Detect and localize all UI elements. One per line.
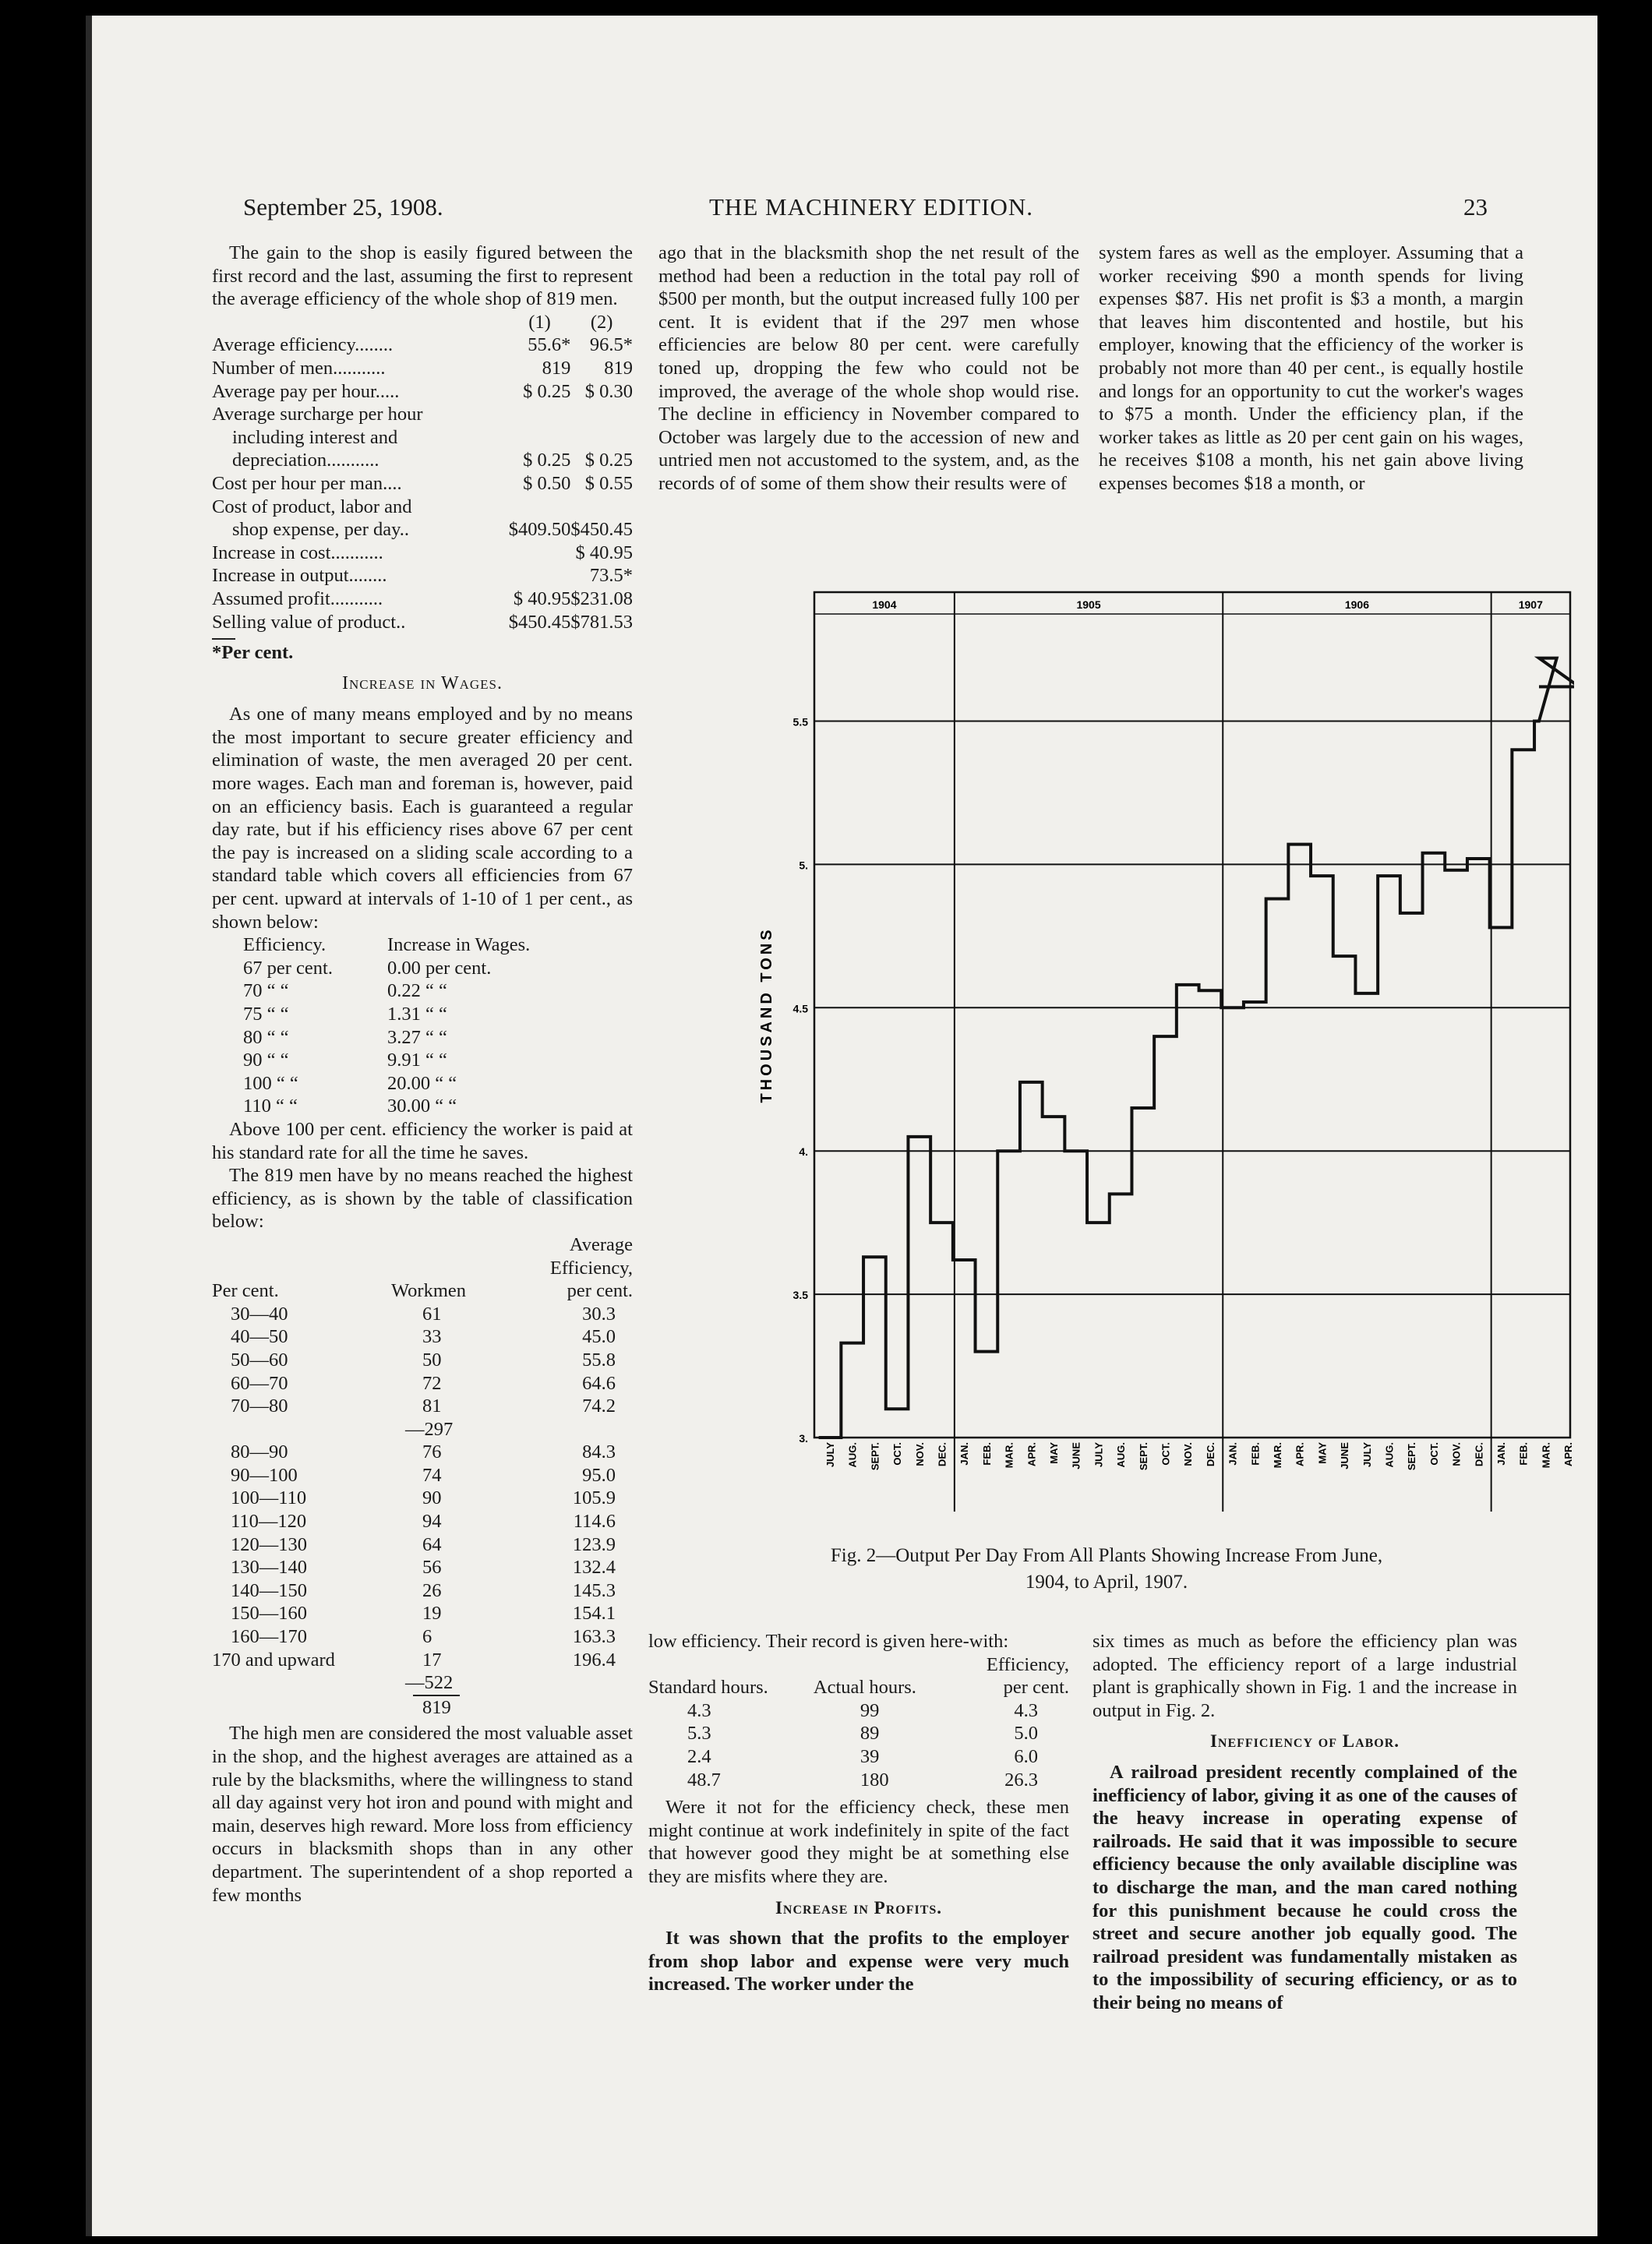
wage-row bbox=[243, 979, 617, 1003]
class-workmen: 72 bbox=[422, 1372, 442, 1394]
cost-row-label: depreciation........... bbox=[232, 450, 379, 471]
cost-row-label: Average surcharge per hour bbox=[212, 404, 423, 425]
cost-row-label: Selling value of product.. bbox=[212, 611, 406, 633]
column-2-bottom bbox=[648, 1630, 1069, 1996]
caption-line-2: 1904, to April, 1907. bbox=[1025, 1572, 1188, 1593]
wage-row bbox=[243, 957, 617, 980]
low-eff-row bbox=[648, 1769, 1069, 1792]
cost-row-value-2: 96.5* bbox=[589, 334, 633, 356]
classification-row bbox=[212, 1464, 633, 1487]
classification-row bbox=[212, 1372, 633, 1395]
class-avg: 196.4 bbox=[572, 1649, 616, 1671]
wage-row-increase: 0.22 “ “ bbox=[387, 980, 447, 1002]
class-pct: 50—60 bbox=[231, 1349, 288, 1371]
classification-row bbox=[212, 1395, 633, 1418]
column-1 bbox=[212, 242, 633, 1907]
class-workmen: 50 bbox=[422, 1349, 442, 1371]
class-pct: 120—130 bbox=[231, 1533, 307, 1555]
class-pct: 130—140 bbox=[231, 1557, 307, 1579]
heading-increase-in-profits: Increase in Profits. bbox=[775, 1897, 943, 1918]
output-step-line bbox=[819, 658, 1574, 1438]
y-axis-label: THOUSAND TONS bbox=[758, 926, 775, 1103]
header-date: September 25, 1908. bbox=[243, 193, 443, 221]
wage-row-efficiency: 90 “ “ bbox=[243, 1050, 289, 1071]
x-tick-label: FEB. bbox=[980, 1442, 993, 1466]
cost-row-value-1: 819 bbox=[542, 357, 571, 379]
year-label: 1904 bbox=[872, 598, 897, 611]
x-tick-label: SEPT. bbox=[1137, 1442, 1149, 1471]
classification-table bbox=[212, 1233, 633, 1719]
cost-row-value-1 bbox=[509, 542, 571, 565]
class-pct: 30—40 bbox=[231, 1303, 288, 1325]
cost-row-value-2: $ 40.95 bbox=[575, 542, 633, 563]
cost-row-label: Cost of product, labor and bbox=[212, 496, 412, 517]
x-tick-label: NOV. bbox=[913, 1442, 926, 1466]
x-tick-label: DEC. bbox=[1204, 1442, 1216, 1467]
efficiency-header: Efficiency. bbox=[243, 934, 327, 956]
x-tick-label: DEC. bbox=[1473, 1442, 1485, 1467]
wage-row bbox=[243, 1049, 617, 1072]
class-avg: 105.9 bbox=[572, 1487, 616, 1509]
classification-row bbox=[212, 1325, 633, 1349]
low-eff-actual: 39 bbox=[860, 1745, 880, 1767]
cost-row-label: Increase in output........ bbox=[212, 565, 387, 587]
x-tick-label: JUNE bbox=[1070, 1442, 1082, 1470]
y-tick-label: 3.5 bbox=[792, 1289, 808, 1302]
class-workmen: 19 bbox=[422, 1603, 442, 1625]
x-tick-label: FEB. bbox=[1249, 1442, 1262, 1466]
classification-row bbox=[212, 1625, 633, 1649]
eff-header: Efficiency, bbox=[549, 1257, 633, 1279]
cost-row-value-1: $450.45 bbox=[508, 611, 571, 633]
cost-row bbox=[212, 449, 633, 472]
wages-paragraph: As one of many means employed and by no means the most important to secure greater efficiency and elimination of waste, the men averaged 20 per cent. more wages. Each man and foreman is, however, paid on an efficiency basis. Each is guaranteed a regular day rate, but if his efficiency rises above 67 per cent the pay is increased on a sliding scale according to a standard table which covers all efficiencies from 67 per cent. upward at intervals of 1-10 of 1 per cent., as shown below: bbox=[212, 704, 633, 933]
cost-row-label: Average efficiency........ bbox=[212, 334, 394, 356]
y-tick-label: 5. bbox=[799, 859, 808, 872]
heading-increase-in-wages: Increase in Wages. bbox=[342, 672, 503, 693]
worker-paragraph: system fares as well as the employer. Assuming that a worker receiving $90 a month spends for living expenses $87. His net profit is $3 a month, a margin that leaves him discontented and hostile, but his employer, knowing that the efficiency of the worker is probably not more than 40 per cent., is equally hostile and longs for an opportunity to cut the worker's wages to $75 a month. Under the efficiency plan, if the worker takes as little as 20 per cent gain on his wages, he receives $108 a month, his net gain above living expenses becomes $18 a month, or bbox=[1099, 242, 1523, 494]
classification-row bbox=[212, 1649, 633, 1672]
cost-row-label: Assumed profit........... bbox=[212, 587, 383, 609]
x-tick-label: JULY bbox=[1361, 1442, 1373, 1468]
class-pct: 160—170 bbox=[231, 1626, 307, 1648]
x-tick-label: JAN. bbox=[1495, 1442, 1507, 1466]
classification-row bbox=[212, 1418, 633, 1441]
x-tick-label: SEPT. bbox=[869, 1442, 881, 1471]
class-avg: 64.6 bbox=[582, 1372, 616, 1394]
figure-caption bbox=[678, 1543, 1535, 1596]
x-tick-label: JAN. bbox=[1227, 1442, 1239, 1466]
cost-row bbox=[212, 611, 633, 634]
class-pct: 80—90 bbox=[231, 1441, 288, 1463]
low-eff-pct: 26.3 bbox=[1004, 1769, 1038, 1791]
class-pct: 170 and upward bbox=[212, 1649, 335, 1671]
class-workmen: 6 bbox=[422, 1626, 432, 1648]
x-tick-label: NOV. bbox=[1450, 1442, 1463, 1466]
x-tick-label: MAR. bbox=[1540, 1442, 1552, 1469]
class-pct: 140—150 bbox=[231, 1579, 307, 1601]
wage-row bbox=[243, 1072, 617, 1096]
x-tick-label: DEC. bbox=[936, 1442, 948, 1467]
y-tick-label: 5.5 bbox=[792, 715, 808, 729]
low-eff-row bbox=[648, 1699, 1069, 1723]
x-tick-label: JAN. bbox=[958, 1442, 971, 1466]
cost-row-label: Number of men........... bbox=[212, 357, 386, 379]
classification-row bbox=[212, 1510, 633, 1533]
cost-row-value-1 bbox=[509, 564, 571, 587]
cost-row bbox=[212, 564, 633, 587]
classification-row bbox=[212, 1671, 633, 1695]
class-avg: 55.8 bbox=[582, 1349, 616, 1371]
page-number: 23 bbox=[1463, 193, 1488, 221]
cost-row-value-1: $409.50 bbox=[508, 519, 571, 541]
wage-row-increase: 1.31 “ “ bbox=[387, 1004, 447, 1025]
y-tick-label: 3. bbox=[799, 1432, 808, 1445]
class-avg: 95.0 bbox=[582, 1464, 616, 1486]
x-tick-label: SEPT. bbox=[1406, 1442, 1418, 1471]
pct-header: Per cent. bbox=[212, 1280, 279, 1302]
cost-row-value-2: 819 bbox=[604, 357, 633, 379]
wage-row-increase: 9.91 “ “ bbox=[387, 1050, 447, 1071]
footnote: *Per cent. bbox=[212, 642, 294, 664]
cost-row bbox=[212, 333, 633, 357]
low-eff-actual: 180 bbox=[860, 1769, 889, 1791]
class-workmen: 76 bbox=[422, 1441, 442, 1463]
cost-row bbox=[212, 380, 633, 404]
wage-row bbox=[243, 1003, 617, 1026]
railroad-paragraph: A railroad president recently complained of the inefficiency of labor, giving it as one of the causes of the heavy increase in operating expense of railroads. He said that it was impossible to secure efficiency because the only available discipline was to discharge the man, and the man cared nothing for this punishment because he could cross the street and secure another job equally good. The railroad president was fundamentally mistaken as to the impossibility of securing efficiency, or as to their being no means of bbox=[1093, 1761, 1517, 2013]
eff-pct-header: per cent. bbox=[1003, 1677, 1069, 1699]
magazine-page bbox=[86, 16, 1597, 2236]
class-avg bbox=[506, 1671, 633, 1695]
wage-row-efficiency: 75 “ “ bbox=[243, 1004, 289, 1025]
eff-col-header: Efficiency, bbox=[986, 1653, 1069, 1675]
cost-row-value-1 bbox=[509, 496, 571, 519]
x-tick-label: NOV. bbox=[1182, 1442, 1195, 1466]
cost-comparison-table bbox=[212, 311, 633, 633]
x-tick-label: MAR. bbox=[1272, 1442, 1283, 1469]
increase-header: Increase in Wages. bbox=[387, 934, 531, 956]
efficiency-check-paragraph: Were it not for the efficiency check, these men might continue at work indefinitely in spite of the fact that however good they might be at something else they are misfits where they are. bbox=[648, 1797, 1069, 1887]
wage-scale-table bbox=[243, 933, 617, 1118]
wage-row bbox=[243, 1095, 617, 1118]
x-tick-label: JULY bbox=[1093, 1442, 1105, 1468]
class-workmen: 33 bbox=[422, 1326, 442, 1348]
cost-row-value-1: $ 0.25 bbox=[523, 450, 571, 471]
header-title: THE MACHINERY EDITION. bbox=[709, 193, 1034, 221]
year-label: 1907 bbox=[1518, 598, 1543, 611]
page-spine bbox=[86, 16, 92, 2236]
cost-row-value-1 bbox=[509, 426, 571, 450]
x-tick-label: JUNE bbox=[1339, 1442, 1351, 1470]
class-pct: 60—70 bbox=[231, 1372, 288, 1394]
wage-row-efficiency: 67 per cent. bbox=[243, 957, 333, 979]
wage-row-increase: 20.00 “ “ bbox=[387, 1072, 457, 1094]
cost-row-label: shop expense, per day.. bbox=[232, 519, 410, 541]
class-avg: 30.3 bbox=[582, 1303, 616, 1325]
class-workmen: 64 bbox=[422, 1533, 442, 1555]
x-tick-label: FEB. bbox=[1517, 1442, 1530, 1466]
column-3-top bbox=[1099, 242, 1523, 496]
cost-row-value-2: $ 0.55 bbox=[584, 472, 633, 494]
class-workmen: —522 bbox=[405, 1672, 454, 1694]
profits-paragraph: It was shown that the profits to the employer from shop labor and expense were very much increased. The worker under the bbox=[648, 1928, 1069, 1995]
class-avg: 145.3 bbox=[572, 1579, 616, 1601]
wage-row-increase: 3.27 “ “ bbox=[387, 1026, 447, 1048]
low-eff-standard: 4.3 bbox=[687, 1699, 711, 1721]
cost-row-value-1: $ 0.25 bbox=[523, 380, 571, 402]
y-tick-label: 4. bbox=[799, 1145, 808, 1159]
cost-row-value-2: $ 0.25 bbox=[584, 450, 633, 471]
classification-row bbox=[212, 1556, 633, 1579]
cost-row bbox=[212, 587, 633, 611]
low-eff-standard: 5.3 bbox=[687, 1723, 711, 1745]
class-pct: 90—100 bbox=[231, 1464, 298, 1486]
class-avg: 154.1 bbox=[572, 1603, 616, 1625]
class-pct: 70—80 bbox=[231, 1395, 288, 1417]
cost-row bbox=[212, 472, 633, 496]
six-times-paragraph: six times as much as before the efficiency plan was adopted. The efficiency report of a large industrial plant is graphically shown in Fig. 1 and the increase in output in Fig. 2. bbox=[1093, 1631, 1517, 1721]
cost-row-value-2: 73.5* bbox=[589, 565, 633, 587]
classification-row bbox=[212, 1533, 633, 1557]
y-tick-label: 4.5 bbox=[792, 1002, 808, 1015]
cost-row bbox=[212, 542, 633, 565]
col-header-2: (2) bbox=[590, 311, 613, 333]
low-eff-pct: 5.0 bbox=[1014, 1723, 1038, 1745]
blacksmith-paragraph: ago that in the blacksmith shop the net result of the method had been a reduction in the total pay roll of $500 per month, but the output increased fully 100 per cent. It is evident that if the 297 men whose efficiencies are below 80 per cent. were carefully toned up, dropping the few who could not be improved, the average of the whole shop would rise. The decline in efficiency in November compared to October was largely due to the accession of new and untried men not accustomed to the system, and, as the records of of some of them show their results were of bbox=[658, 242, 1079, 494]
class-avg: 84.3 bbox=[582, 1441, 616, 1463]
cost-row-value-2 bbox=[570, 426, 633, 450]
wage-row-increase: 30.00 “ “ bbox=[387, 1096, 457, 1117]
cost-row-label: Increase in cost........... bbox=[212, 542, 383, 563]
class-avg: 45.0 bbox=[582, 1326, 616, 1348]
cost-row-label: Average pay per hour..... bbox=[212, 380, 400, 402]
cost-row-label: Cost per hour per man.... bbox=[212, 472, 402, 494]
class-workmen: 74 bbox=[422, 1464, 442, 1486]
wage-row-efficiency: 100 “ “ bbox=[243, 1072, 298, 1094]
x-tick-label: MAY bbox=[1316, 1442, 1329, 1464]
cost-row-value-1: $ 40.95 bbox=[513, 587, 571, 609]
class-pct: 110—120 bbox=[231, 1511, 307, 1533]
cost-row bbox=[212, 403, 633, 426]
low-eff-row bbox=[648, 1722, 1069, 1745]
wage-row bbox=[243, 1026, 617, 1050]
cost-row-label: including interest and bbox=[232, 426, 398, 448]
x-tick-label: MAR. bbox=[1003, 1442, 1015, 1469]
class-workmen: 90 bbox=[422, 1487, 442, 1509]
cost-row bbox=[212, 518, 633, 542]
classification-row bbox=[212, 1303, 633, 1326]
class-workmen: 81 bbox=[422, 1395, 442, 1417]
x-tick-label: AUG. bbox=[1115, 1442, 1128, 1468]
avg-pct-header: per cent. bbox=[567, 1280, 633, 1302]
class-pct: 40—50 bbox=[231, 1326, 288, 1348]
x-tick-label: MAY bbox=[1048, 1442, 1060, 1464]
cost-row-value-2 bbox=[570, 496, 633, 519]
x-tick-label: AUG. bbox=[1383, 1442, 1396, 1468]
cost-row bbox=[212, 357, 633, 380]
actual-hours-header: Actual hours. bbox=[813, 1677, 916, 1699]
low-eff-standard: 2.4 bbox=[687, 1745, 711, 1767]
heading-inefficiency-of-labor: Inefficiency of Labor. bbox=[1209, 1731, 1400, 1752]
x-tick-label: JULY bbox=[824, 1442, 836, 1468]
low-eff-actual: 99 bbox=[860, 1699, 880, 1721]
class-avg: 114.6 bbox=[573, 1511, 616, 1533]
column-3-bottom bbox=[1093, 1630, 1517, 2015]
above-paragraph: Above 100 per cent. efficiency the worker is paid at his standard rate for all the time he saves. bbox=[212, 1118, 633, 1163]
low-eff-actual: 89 bbox=[860, 1723, 880, 1745]
cost-row-value-2 bbox=[570, 403, 633, 426]
cost-row-value-2: $231.08 bbox=[570, 587, 633, 609]
x-tick-label: AUG. bbox=[846, 1442, 859, 1468]
class-pct: 150—160 bbox=[231, 1603, 307, 1625]
cost-row-value-1: $ 0.50 bbox=[523, 472, 571, 494]
classification-row bbox=[212, 1349, 633, 1372]
class-workmen: —297 bbox=[405, 1418, 454, 1440]
class-workmen: 94 bbox=[422, 1511, 442, 1533]
x-tick-label: OCT. bbox=[1428, 1442, 1440, 1466]
low-eff-pct: 4.3 bbox=[1014, 1699, 1038, 1721]
column-2-top bbox=[658, 242, 1079, 496]
standard-hours-header: Standard hours. bbox=[648, 1677, 768, 1699]
low-efficiency-table bbox=[648, 1653, 1069, 1792]
output-chart bbox=[655, 561, 1574, 1527]
class-workmen: 26 bbox=[422, 1579, 442, 1601]
wage-row-increase: 0.00 per cent. bbox=[387, 957, 492, 979]
class-avg bbox=[506, 1418, 633, 1441]
x-tick-label: APR. bbox=[1562, 1442, 1574, 1467]
year-label: 1905 bbox=[1076, 598, 1101, 611]
x-tick-label: APR. bbox=[1025, 1442, 1038, 1467]
wage-row-efficiency: 110 “ “ bbox=[243, 1096, 298, 1117]
low-eff-row bbox=[648, 1745, 1069, 1769]
cost-row-value-2: $ 0.30 bbox=[584, 380, 633, 402]
class-avg: 123.9 bbox=[572, 1533, 616, 1555]
col-header-1: (1) bbox=[528, 311, 551, 333]
class-workmen: 61 bbox=[422, 1303, 442, 1325]
year-label: 1906 bbox=[1344, 598, 1370, 611]
low-efficiency-paragraph: low efficiency. Their record is given here-with: bbox=[648, 1631, 1009, 1652]
wage-row-efficiency: 70 “ “ bbox=[243, 980, 289, 1002]
high-men-paragraph: The high men are considered the most valuable asset in the shop, and the highest averages are attained as a rule by the blacksmiths, where the willingness to stand all day against very hot iron and pound with might and main, deserves high reward. More loss from efficiency occurs in blacksmith shops than in any other department. The superintendent of a shop reported a few months bbox=[212, 1723, 633, 1906]
class-avg: 74.2 bbox=[582, 1395, 616, 1417]
low-eff-pct: 6.0 bbox=[1014, 1745, 1038, 1767]
avg-header: Average bbox=[569, 1233, 633, 1255]
workmen-header: Workmen bbox=[391, 1280, 467, 1302]
class-avg: 163.3 bbox=[572, 1626, 616, 1648]
caption-line-1: Fig. 2—Output Per Day From All Plants Showing Increase From June, bbox=[830, 1545, 1383, 1566]
low-eff-standard: 48.7 bbox=[687, 1769, 721, 1791]
cost-row bbox=[212, 496, 633, 519]
intro-paragraph: The gain to the shop is easily figured between the first record and the last, assuming the first to represent the average efficiency of the whole shop of 819 men. bbox=[212, 242, 633, 310]
x-tick-label: OCT. bbox=[1160, 1442, 1172, 1466]
class-avg: 132.4 bbox=[572, 1557, 616, 1579]
cost-row bbox=[212, 426, 633, 450]
classification-row bbox=[212, 1487, 633, 1510]
class-workmen: 56 bbox=[422, 1557, 442, 1579]
wage-row-efficiency: 80 “ “ bbox=[243, 1026, 289, 1048]
classification-row bbox=[212, 1579, 633, 1603]
x-tick-label: APR. bbox=[1294, 1442, 1306, 1467]
class-pct: 100—110 bbox=[231, 1487, 307, 1509]
x-tick-label: OCT. bbox=[891, 1442, 904, 1466]
cost-row-value-1 bbox=[509, 403, 571, 426]
class-pct bbox=[212, 1418, 391, 1441]
men-paragraph: The 819 men have by no means reached the highest efficiency, as is shown by the table of classification below: bbox=[212, 1165, 633, 1233]
total-workmen: 819 bbox=[422, 1696, 451, 1718]
footnote-rule bbox=[212, 638, 235, 640]
plot-frame bbox=[814, 592, 1570, 1438]
class-workmen: 17 bbox=[422, 1649, 442, 1671]
classification-row bbox=[212, 1602, 633, 1625]
cost-row-value-2: $781.53 bbox=[570, 611, 633, 633]
cost-row-value-1: 55.6* bbox=[528, 334, 571, 356]
classification-row bbox=[212, 1441, 633, 1464]
cost-row-value-2: $450.45 bbox=[570, 519, 633, 541]
class-pct bbox=[212, 1671, 391, 1695]
